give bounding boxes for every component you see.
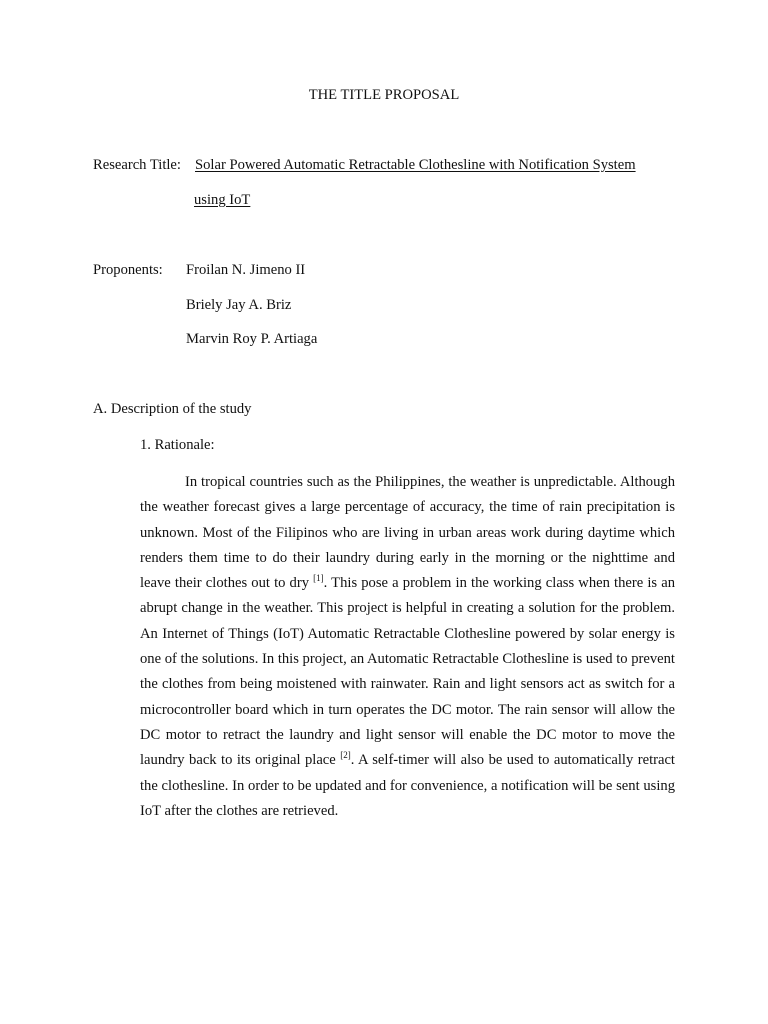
rationale-text: In tropical countries such as the Philippines, the weather is unpredictable. Although the weather forecast gives a large percentage of accuracy, the time of rain precipitation is unknown. Most of the Filipinos who are living in urban areas work during daytime which renders them time to do their laundry during early in the morning or the nighttime and leave their clothes out to dry (140, 474, 675, 592)
proponent-name: Briely Jay A. Briz (186, 297, 292, 313)
rationale-paragraph (140, 470, 675, 824)
citation-ref: [2] (340, 750, 351, 761)
rationale-text: . This pose a problem in the working class when there is an abrupt change in the weather. This project is helpful in creating a solution for the problem. An Internet of Things (IoT) Automatic Retractable Clothesline powered by solar energy is one of the solutions. In this project, an Automatic Retractable Clothesline is used to prevent the clothes from being moistened with rainwater. Rain and light sensors act as switch for a microcontroller board which in turn operates the DC motor. The rain sensor will allow the DC motor to retract the laundry and light sensor will enable the DC motor to move the laundry back to its original place (140, 575, 675, 769)
subsection-heading: 1. Rationale: (140, 437, 215, 453)
section-heading: A. Description of the study (93, 401, 252, 417)
proponent-name: Marvin Roy P. Artiaga (186, 331, 318, 347)
rationale-text: . A self-timer will also be used to automatically retract the clothesline. In order to be updated and for convenience, a notification will be sent using IoT after the clothes are retrieved. (140, 752, 675, 819)
research-title-line1: Solar Powered Automatic Retractable Clothesline with Notification System (195, 157, 636, 173)
citation-ref: [1] (313, 573, 324, 584)
document-heading: THE TITLE PROPOSAL (308, 87, 460, 103)
research-title-label: Research Title: (93, 157, 181, 173)
research-title-line2: using IoT (194, 192, 251, 208)
proponent-name: Froilan N. Jimeno II (186, 262, 306, 278)
proponents-label: Proponents: (93, 262, 163, 278)
